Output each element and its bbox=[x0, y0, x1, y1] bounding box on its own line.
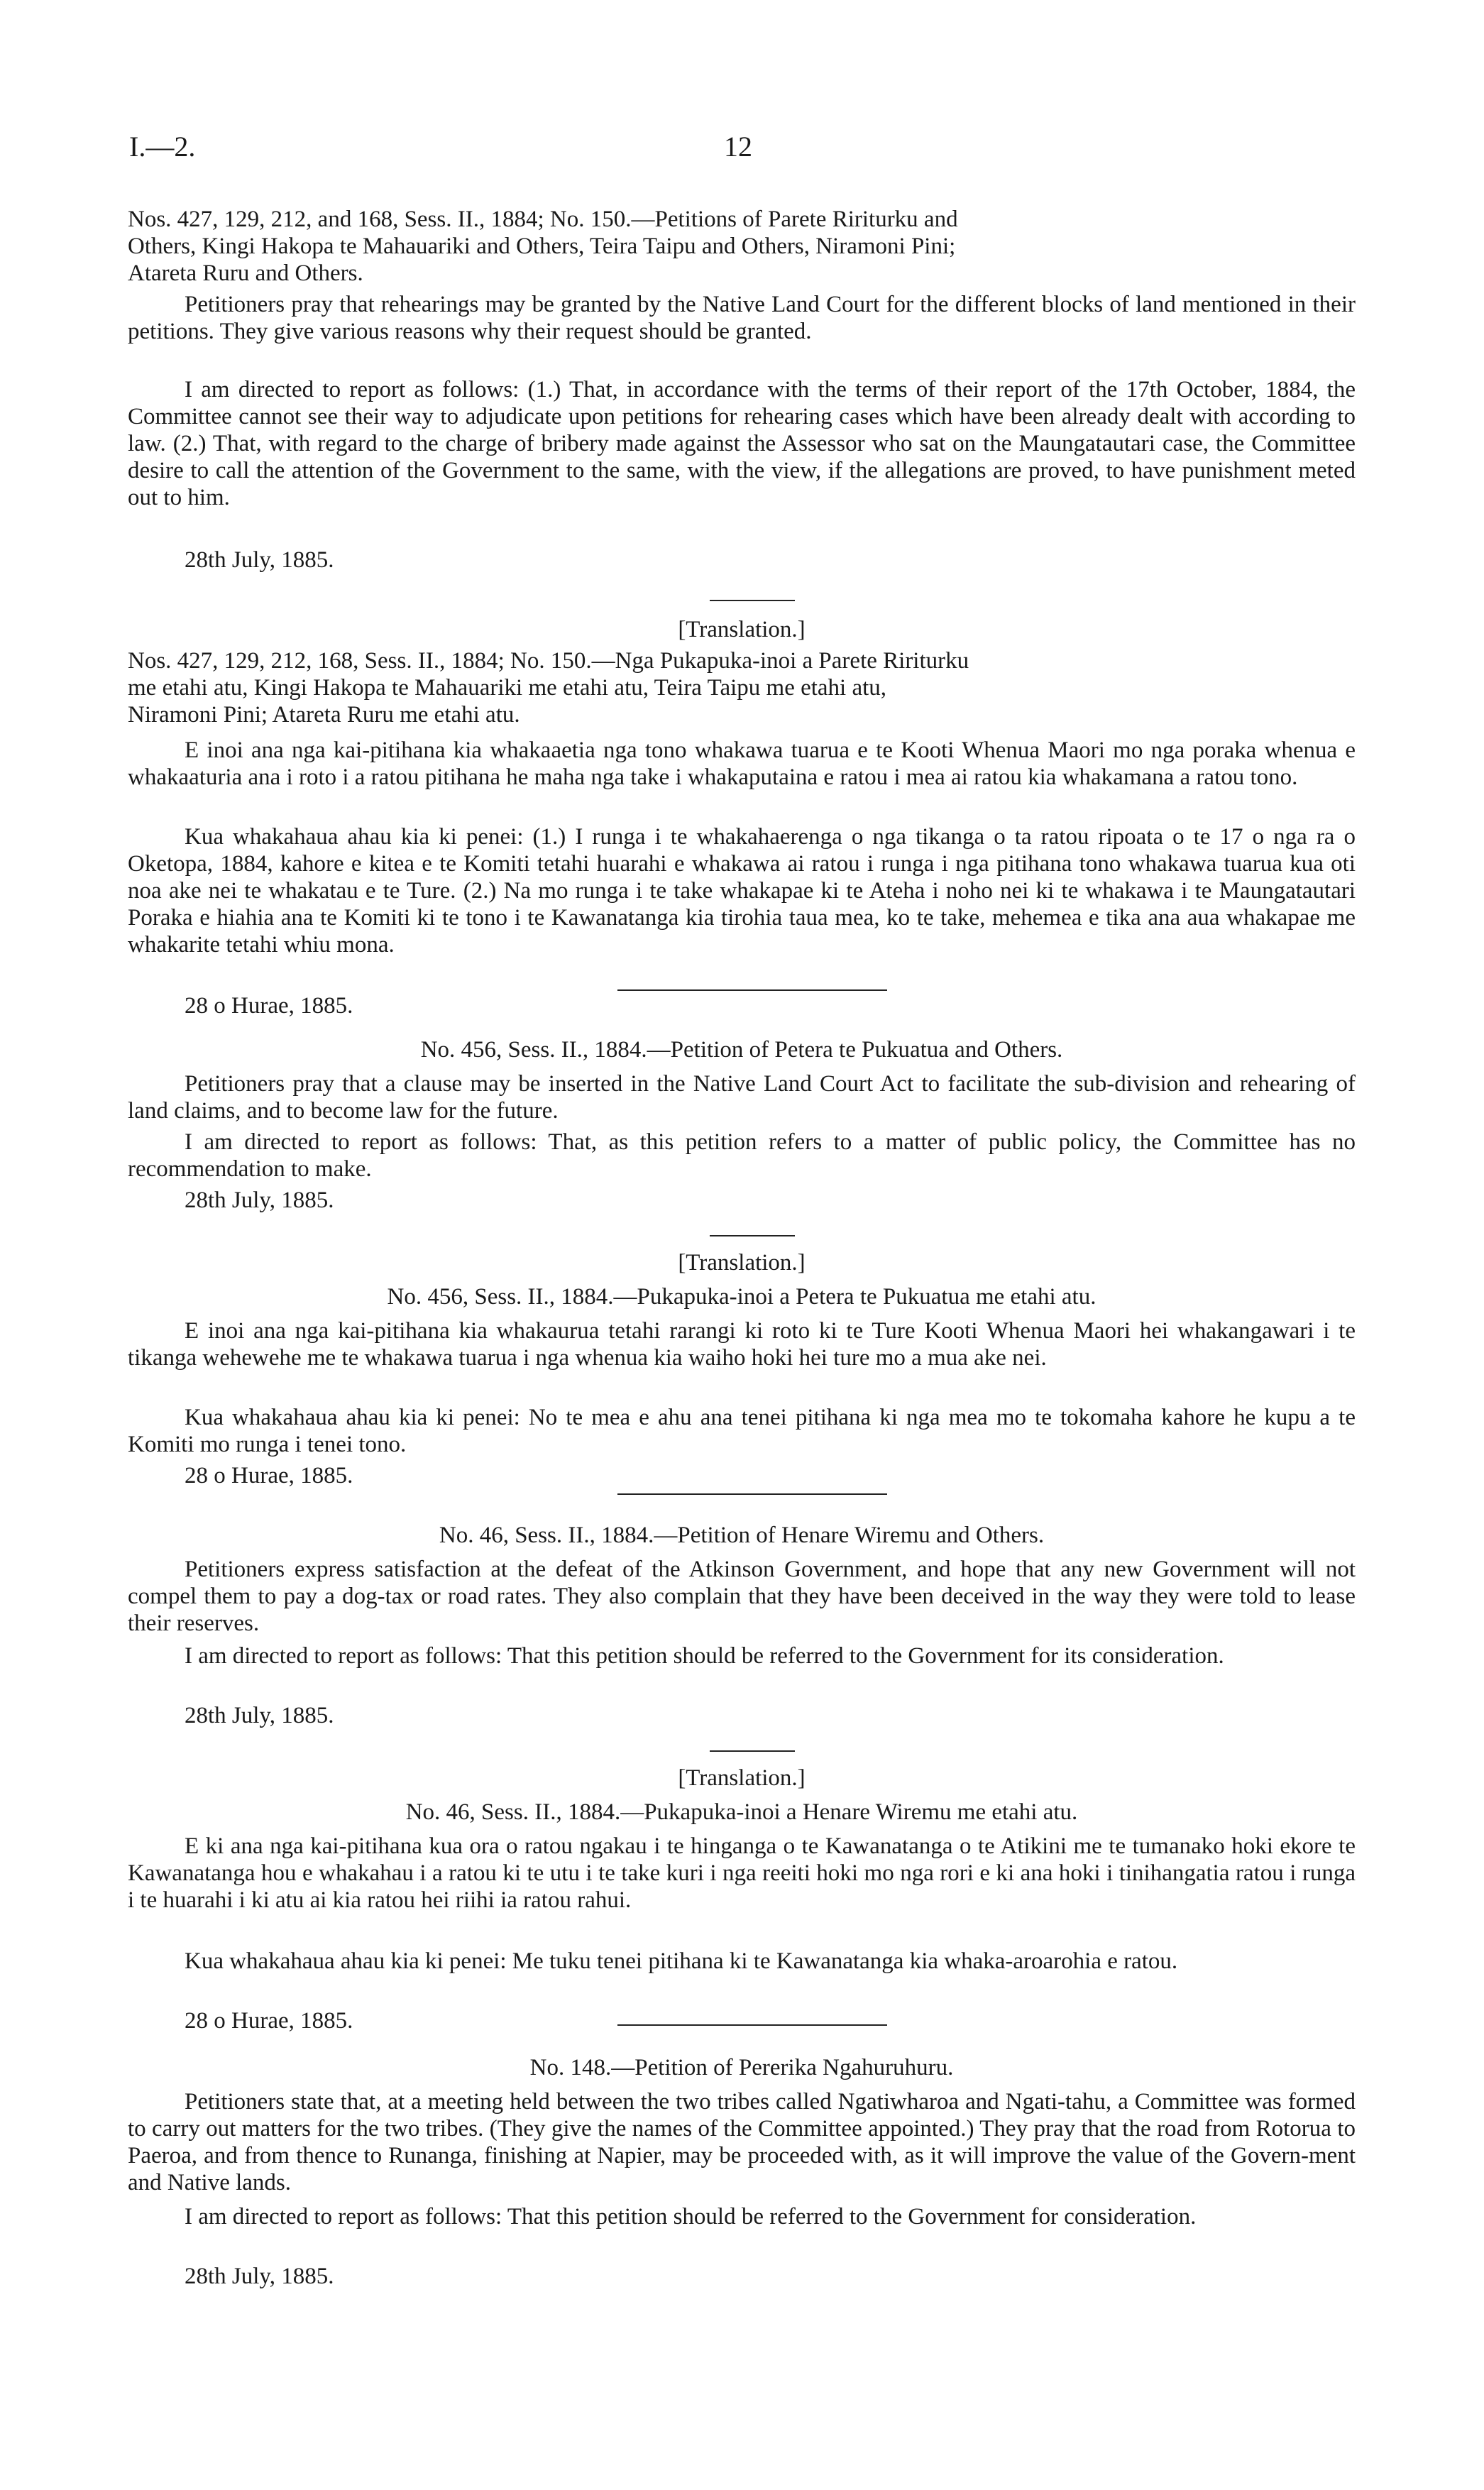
section-title bbox=[128, 206, 1412, 287]
paragraph: Kua whakahaua ahau kia ki penei: No te mea e ahu ana tenei pitihana ki nga mea mo te tokomaha kahore he kupu a te Komiti mo runga i tenei tono. bbox=[128, 1405, 1356, 1457]
divider bbox=[617, 1493, 887, 1495]
paragraph: I am directed to report as follows: That this petition should be referred to the Government for consideration. bbox=[185, 2204, 1197, 2230]
paragraph: E inoi ana nga kai-pitihana kia whakaurua tetahi rarangi ki roto ki te Ture Kooti Whenua Maori hei whakangawari i te tikanga wehewehe me te whakawa tuarua i nga whenua kia waiho hoki hei ture mo a mua ake nei. bbox=[128, 1318, 1356, 1371]
section-title: No. 148.—Petition of Pererika Ngahuruhuru. bbox=[529, 2055, 954, 2080]
translation-label: [Translation.] bbox=[678, 1250, 806, 1276]
translation-label: [Translation.] bbox=[678, 1765, 806, 1791]
section-title: No. 46, Sess. II., 1884.—Pukapuka-inoi a Henare Wiremu me etahi atu. bbox=[405, 1799, 1078, 1825]
series-reference: I.—2. bbox=[129, 131, 196, 163]
paragraph: I am directed to report as follows: That this petition should be referred to the Government for its consideration. bbox=[185, 1643, 1224, 1669]
divider bbox=[710, 1750, 795, 1752]
date: 28 o Hurae, 1885. bbox=[185, 2008, 353, 2034]
paragraph: Petitioners state that, at a meeting held between the two tribes called Ngatiwharoa and Ngati-tahu, a Committee was formed to carry out matters for the two tribes. (They give the names of the Committee appointed.) They pray that the road from Rotorua to Paeroa, and from thence to Runanga, finishing at Napier, may be proceeded with, as it will improve the value of the Govern-ment and Native lands. bbox=[128, 2089, 1356, 2195]
date: 28th July, 1885. bbox=[185, 1703, 334, 1728]
date: 28th July, 1885. bbox=[185, 1188, 334, 1213]
divider bbox=[617, 2024, 887, 2026]
divider bbox=[710, 600, 795, 601]
paragraph: Petitioners express satisfaction at the defeat of the Atkinson Government, and hope that any new Government will not compel them to pay a dog-tax or road rates. They also complain that they have been deceived in the way they were told to lease their reserves. bbox=[128, 1557, 1356, 1636]
section-title: No. 46, Sess. II., 1884.—Petition of Henare Wiremu and Others. bbox=[439, 1523, 1045, 1548]
title-line: Nos. 427, 129, 212, and 168, Sess. II., 1884; No. 150.—Petitions of Parete Ririturku and bbox=[128, 207, 958, 232]
paragraph: I am directed to report as follows: (1.) That, in accordance with the terms of their report of the 17th October, 1884, the Committee cannot see their way to adjudicate upon petitions for rehearing cases which have been already dealt with according to law. (2.) That, with regard to the charge of bribery made against the Assessor who sat on the Maungatautari case, the Committee desire to call the attention of the Government to the same, with the view, if the allegations are proved, to have punishment meted out to him. bbox=[128, 377, 1356, 510]
paragraph: Kua whakahaua ahau kia ki penei: Me tuku tenei pitihana ki te Kawanatanga kia whaka-aroarohia e ratou. bbox=[185, 1948, 1178, 1974]
title-line: Atareta Ruru and Others. bbox=[128, 260, 363, 286]
page-number: 12 bbox=[724, 131, 752, 163]
paragraph: Petitioners pray that a clause may be inserted in the Native Land Court Act to facilitate the sub-division and rehearing of land claims, and to become law for the future. bbox=[128, 1071, 1356, 1124]
divider bbox=[710, 1235, 795, 1236]
section-title: No. 456, Sess. II., 1884.—Pukapuka-inoi a Petera te Pukuatua me etahi atu. bbox=[387, 1284, 1096, 1310]
date: 28th July, 1885. bbox=[185, 2264, 334, 2289]
title-line: me etahi atu, Kingi Hakopa te Mahauariki me etahi atu, Teira Taipu me etahi atu, bbox=[128, 675, 887, 701]
paragraph: E ki ana nga kai-pitihana kua ora o ratou ngakau i te hinganga o te Kawanatanga o te Atikini me te tumanako hoki ekore te Kawanatanga hou e whakahau i a ratou ki te utu i te take kuri i nga reeiti hoki mo nga rori e ki ana hoki i tinihangatia ratou i runga i te huarahi i ki atu ai kia ratou hei riihi ia ratou rahui. bbox=[128, 1833, 1356, 1913]
title-line: Nos. 427, 129, 212, 168, Sess. II., 1884; No. 150.—Nga Pukapuka-inoi a Parete Ririturku bbox=[128, 648, 969, 674]
title-line: Others, Kingi Hakopa te Mahauariki and Others, Teira Taipu and Others, Niramoni Pini; bbox=[128, 234, 956, 259]
title-line: Niramoni Pini; Atareta Ruru me etahi atu. bbox=[128, 702, 520, 728]
paragraph: Petitioners pray that rehearings may be granted by the Native Land Court for the different blocks of land mentioned in their petitions. They give various reasons why their request should be granted. bbox=[128, 292, 1356, 344]
translation-label: [Translation.] bbox=[678, 617, 806, 642]
date: 28th July, 1885. bbox=[185, 547, 334, 573]
paragraph: I am directed to report as follows: That, as this petition refers to a matter of public policy, the Committee has no recommendation to make. bbox=[128, 1129, 1356, 1182]
date: 28 o Hurae, 1885. bbox=[185, 1463, 353, 1488]
paragraph: E inoi ana nga kai-pitihana kia whakaaetia nga tono whakawa tuarua e te Kooti Whenua Maori mo nga poraka whenua e whakaaturia ana i roto i a ratou pitihana he maha nga take i whakaputaina e ratou i mea ai ratou kia whakamana a ratou tono. bbox=[128, 737, 1356, 790]
date: 28 o Hurae, 1885. bbox=[185, 993, 353, 1019]
section-title bbox=[128, 647, 1412, 728]
divider bbox=[617, 989, 887, 991]
section-title: No. 456, Sess. II., 1884.—Petition of Petera te Pukuatua and Others. bbox=[420, 1037, 1063, 1063]
paragraph: Kua whakahaua ahau kia ki penei: (1.) I runga i te whakahaerenga o nga tikanga o ta ratou ripoata o te 17 o nga ra o Oketopa, 1884, kahore e kitea e te Komiti tetahi huarahi e whakawa ai ratou i runga i nga pitihana tono whakawa tuarua kua oti noa ake nei te whakatau e te Ture. (2.) Na mo runga i te take whakapae ki te Ateha i noho nei ki te whakawa i te Maungatautari Poraka e hiahia ana te Komiti ki te tono i te Kawanatanga kia tirohia taua mea, ko te take, mehemea e tika ana aua whakapae me whakarite tetahi whiu mona. bbox=[128, 824, 1356, 958]
